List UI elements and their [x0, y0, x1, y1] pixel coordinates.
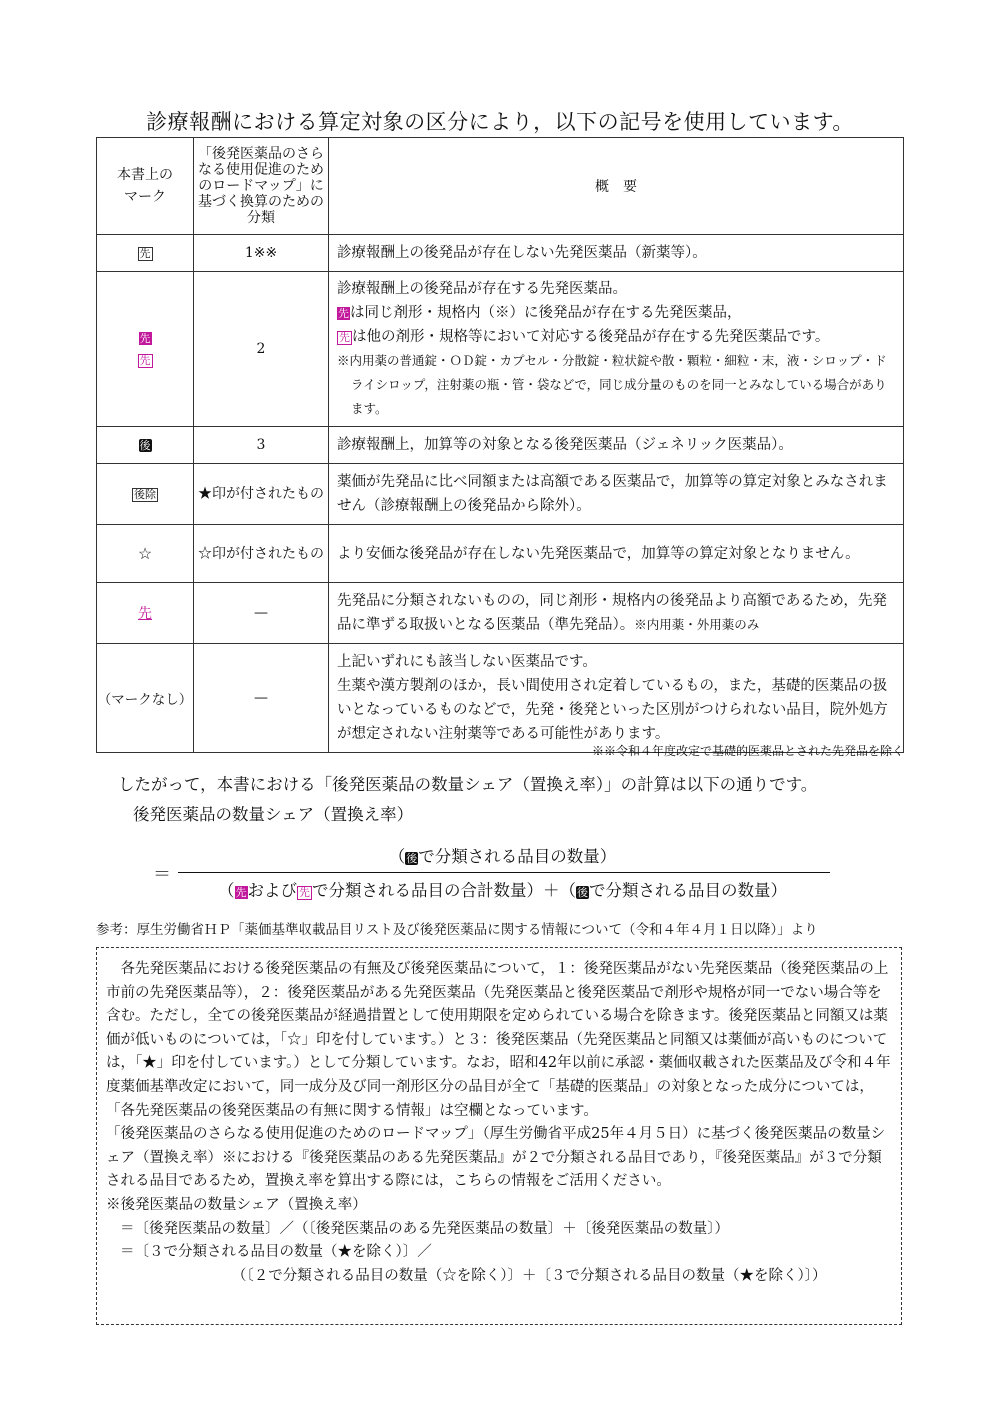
desc-note: ※内用薬の普通錠・ＯＤ錠・カプセル・分散錠・粒状錠や散・顆粒・細粒・末，液・シロップ・ドライシロップ，注射薬の瓶・管・袋などで，同じ成分量のものを同一とみなしている場合があります。: [337, 353, 887, 416]
conversion-cell: 2: [194, 272, 329, 427]
mark-sen-outlined: 先: [139, 247, 151, 260]
notice-formula-title: ※後発医薬品の数量シェア（置換え率）: [106, 1196, 367, 1213]
desc-cell: 診療報酬上の後発品が存在する先発医薬品。 先は同じ剤形・規格内（※）に後発品が存在する先発医薬品， 先 は他の剤形・規格等において対応する後発品が存在する先発医薬品です。 ※内用薬の普通錠・ＯＤ錠・カプセル・分散錠・粒状錠や散・顆粒・細粒・末，液・シロップ・ドライシロップ，注射薬の瓶・管・袋などで，同じ成分量のものを同一とみなしている場合があります。: [329, 272, 904, 427]
header-conversion: 「後発医薬品のさらなる使用促進のためのロードマップ」に基づく換算のための分類: [194, 138, 329, 235]
formula-numerator: （後で分類される品目の数量）: [388, 847, 617, 866]
mark-star-outline: ☆: [97, 525, 194, 583]
desc-cell: 診療報酬上の後発品が存在しない先発医薬品（新薬等）。: [329, 235, 904, 272]
conversion-cell: 3: [194, 427, 329, 464]
notice-box: [96, 947, 902, 1325]
mark-quasi-sen-icon: 先: [138, 606, 152, 622]
mark-sen-pink-outlined: 先: [299, 886, 310, 899]
summary-text: したがって，本書における「後発医薬品の数量シェア（置換え率）」の計算は以下の通りです。: [118, 775, 818, 794]
fraction-bar: [178, 872, 830, 873]
table-row: [97, 583, 904, 644]
formula-equals: ＝: [153, 864, 171, 885]
desc-cell: 薬価が先発品に比べ同額または高額である医薬品で，加算等の算定対象とみなされません（診療報酬上の後発品から除外）。: [329, 464, 904, 525]
mark-sen-pink-outlined: 先: [139, 354, 151, 367]
mark-none: （マークなし）: [97, 644, 194, 753]
table-row: [97, 464, 904, 525]
table-header-row: [97, 138, 904, 235]
formula-denominator: （先および 先 で分類される品目の合計数量）＋（後で分類される品目の数量）: [218, 881, 787, 900]
mark-go-black: 後: [139, 439, 151, 452]
mark-sen-pink-filled: 先: [235, 886, 247, 899]
mark-sen-pink-filled: 先: [139, 332, 151, 345]
notice-paragraph-1: 各先発医薬品における後発医薬品の有無及び後発医薬品について，１：後発医薬品がない先発医薬品（後発医薬品の上市前の先発医薬品等），２：後発医薬品がある先発医薬品（先発医薬品と後発医薬品で剤形や規格が同一でない場合等を含む。ただし，全ての後発医薬品が経過措置として使用期限を定められている場合を除きます。後発医薬品と同額又は薬価が低いものについては，「☆」印を付しています。）と３：後発医薬品（先発医薬品と同額又は薬価が高いものについては，「★」印を付しています。）として分類しています。なお，昭和42年以前に承認・薬価収載された医薬品及び令和４年度薬価基準改定において，同一成分及び同一剤形区分の品目が全て「基礎的医薬品」の対象となった成分については，「各先発医薬品の後発医薬品の有無に関する情報」は空欄となっています。: [106, 961, 891, 1119]
desc-cell: 先発品に分類されないものの，同じ剤形・規格内の後発品より高額であるため，先発品に準ずる取扱いとなる医薬品（準先発品）。※内用薬・外用薬のみ: [329, 583, 904, 644]
conversion-cell: —: [194, 583, 329, 644]
inline-mark-pink-outlined: 先: [339, 331, 350, 344]
desc-cell: 上記いずれにも該当しない医薬品です。 生薬や漢方製剤のほか，長い間使用され定着しているもの，また，基礎的医薬品の扱いとなっているものなどで，先発・後発といった区別がつけられない品目，院外処方が想定されない注射薬等である可能性があります。: [329, 644, 904, 753]
conversion-cell: —: [194, 644, 329, 753]
conversion-cell: ★印が付されたもの: [194, 464, 329, 525]
table-footnote: ※※令和４年度改定で基礎的医薬品とされた先発品を除く: [591, 744, 904, 758]
desc-cell: 診療報酬上，加算等の対象となる後発医薬品（ジェネリック医薬品）。: [329, 427, 904, 464]
notice-formula-line-1: ＝〔後発医薬品の数量〕／（〔後発医薬品のある先発医薬品の数量〕＋〔後発医薬品の数量〕）: [120, 1220, 729, 1237]
table-row: [97, 235, 904, 272]
inline-mark-pink-filled: 先: [338, 307, 349, 320]
page-title: 診療報酬における算定対象の区分により，以下の記号を使用しています。: [146, 110, 854, 134]
table-row: [97, 272, 904, 427]
mark-go-black: 後: [577, 886, 588, 899]
notice-formula-line-3: （〔２で分類される品目の数量（☆を除く）〕＋〔３で分類される品目の数量（★を除く）〕）: [232, 1267, 827, 1284]
header-summary: 概 要: [329, 138, 904, 235]
reference-text: 参考：厚生労働省ＨＰ「薬価基準収載品目リスト及び後発医薬品に関する情報について（令和４年４月１日以降）」より: [96, 922, 818, 938]
conversion-cell: ☆印が付されたもの: [194, 525, 329, 583]
desc-cell: より安価な後発品が存在しない先発医薬品で，加算等の算定対象となりません。: [329, 525, 904, 583]
mark-go-jo-outlined: 後除: [134, 488, 156, 501]
table-row: [97, 525, 904, 583]
mark-legend-table: [96, 137, 904, 753]
header-mark: 本書上のマーク: [97, 138, 194, 235]
conversion-cell: 1※※: [194, 235, 329, 272]
table-row: [97, 644, 904, 753]
notice-formula-line-2: ＝〔３で分類される品目の数量（★を除く）〕／: [120, 1244, 432, 1261]
mark-go-black: 後: [406, 852, 418, 865]
notice-paragraph-2: 「後発医薬品のさらなる使用促進のためのロードマップ」（厚生労働省平成25年４月５日）に基づく後発医薬品の数量シェア（置換え率）※における『後発医薬品のある先発医薬品』が２で分類される品目であり，『後発医薬品』が３で分類される品目であるため，置換え率を算出する際には，こちらの情報をご活用ください。: [106, 1126, 886, 1190]
formula-label: 後発医薬品の数量シェア（置換え率）: [133, 805, 414, 824]
table-row: [97, 427, 904, 464]
